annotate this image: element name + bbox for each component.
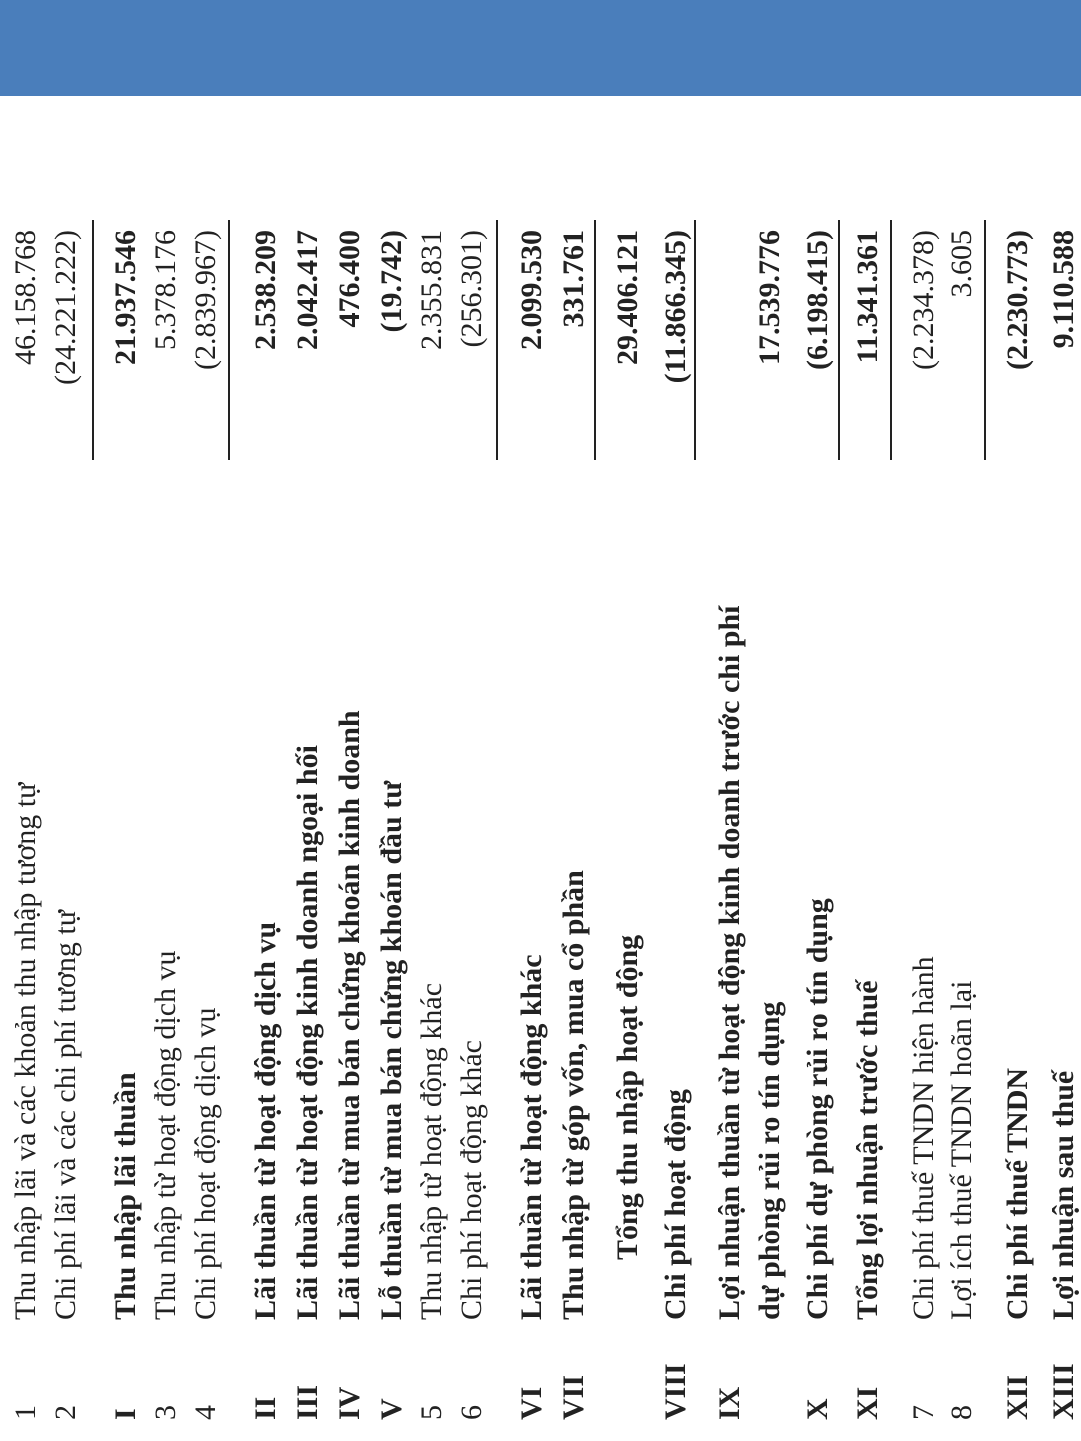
row-code: IX [713,1386,746,1420]
row-code: II [249,1396,282,1420]
statement-row [1000,220,1036,1420]
row-label: Lỗ thuần từ mua bán chứng khoán đầu tư [375,780,408,1320]
row-value: (11.866.345) [659,230,692,384]
row-value: (2.839.967) [189,230,222,370]
statement-row [248,220,284,1420]
statement-row [188,220,224,1420]
subtotal-rule [984,220,986,460]
row-label: Thu nhập lãi thuần [109,1072,142,1320]
row-value: (256.301) [455,230,488,348]
row-value: 2.099.530 [515,230,548,350]
subtotal-rule [496,220,498,460]
statement-row [290,220,326,1420]
row-value: 17.539.776 [753,230,786,365]
row-label: Lợi nhuận thuần từ hoạt động kinh doanh trước chi phí [713,605,746,1320]
statement-row [906,220,942,1420]
row-code: XI [851,1386,884,1420]
statement-row [610,220,646,1420]
row-value: 46.158.768 [9,230,42,365]
row-code: 4 [189,1405,222,1420]
statement-row [800,220,836,1420]
row-label: Thu nhập từ hoạt động dịch vụ [149,950,182,1320]
statement-row [658,220,694,1420]
header-band [0,0,1081,96]
row-value: (2.230.773) [1001,230,1034,370]
row-code: 2 [49,1405,82,1420]
row-label: Tổng thu nhập hoạt động [611,934,644,1260]
subtotal-rule [228,220,230,460]
subtotal-rule [890,220,892,460]
statement-row [8,220,44,1420]
statement-row [108,220,144,1420]
row-code: 3 [149,1405,182,1420]
row-value: 2.042.417 [291,230,324,350]
row-code: VIII [659,1363,692,1420]
row-code: 5 [415,1405,448,1420]
row-label: Chi phí hoạt động [659,1089,692,1320]
row-label: Lãi thuần từ hoạt động kinh doanh ngoại hối [291,745,324,1320]
row-code: 7 [907,1405,940,1420]
subtotal-rule [92,220,94,460]
row-code: V [375,1398,408,1420]
income-statement [0,220,1080,1420]
row-label: Tổng lợi nhuận trước thuế [851,980,884,1320]
row-label: Lãi thuần từ mua bán chứng khoán kinh doanh [333,710,366,1320]
statement-row [414,220,450,1420]
row-value: 21.937.546 [109,230,142,365]
statement-row [514,220,550,1420]
subtotal-rule [694,220,696,460]
row-label-continued: dự phòng rủi ro tín dụng [753,1001,786,1320]
row-label: Thu nhập lãi và các khoản thu nhập tương tự [9,782,42,1320]
row-label: Chi phí hoạt động khác [455,1040,488,1320]
row-code: III [291,1384,324,1420]
row-value: 2.355.831 [415,230,448,350]
row-value: (2.234.378) [907,230,940,370]
row-code: I [109,1408,142,1420]
row-label: Thu nhập từ hoạt động khác [415,982,448,1320]
row-value: (6.198.415) [801,230,834,370]
statement-row [712,220,786,1420]
statement-row [332,220,368,1420]
row-code: IV [333,1386,366,1420]
row-label: Lợi nhuận sau thuế [1047,1070,1080,1320]
row-value: 11.341.361 [851,230,884,364]
statement-row [148,220,184,1420]
row-value: (19.742) [375,230,408,333]
statement-row [944,220,980,1420]
statement-row [850,220,886,1420]
row-value: (24.221.222) [49,230,82,385]
row-label: Lợi ích thuế TNDN hoãn lại [945,980,978,1320]
statement-row [556,220,592,1420]
row-value: 476.400 [333,230,366,328]
statement-row [374,220,410,1420]
row-code: 8 [945,1405,978,1420]
row-label: Chi phí lãi và các chi phí tương tự [49,910,82,1320]
statement-row [48,220,84,1420]
row-code: 6 [455,1405,488,1420]
statement-row [454,220,490,1420]
row-label: Chi phí thuế TNDN [1001,1067,1034,1320]
row-value: 3.605 [945,230,978,298]
row-code: VI [515,1386,548,1420]
row-label: Chi phí hoạt động dịch vụ [189,1007,222,1320]
row-value: 2.538.209 [249,230,282,350]
row-value: 5.378.176 [149,230,182,350]
row-value: 29.406.121 [611,230,644,365]
row-code: 1 [9,1405,42,1420]
row-code: XII [1001,1374,1034,1420]
row-code: VII [557,1374,590,1420]
row-label: Chi phí thuế TNDN hiện hành [907,956,940,1320]
row-code: XIII [1047,1363,1080,1420]
row-code: X [801,1398,834,1420]
subtotal-rule [838,220,840,460]
row-label: Lãi thuần từ hoạt động khác [515,954,548,1320]
row-label: Thu nhập từ góp vốn, mua cổ phần [557,870,590,1320]
row-value: 331.761 [557,230,590,328]
row-label: Chi phí dự phòng rủi ro tín dụng [801,898,834,1320]
row-value: 9.110.588 [1047,230,1080,349]
row-label: Lãi thuần từ hoạt động dịch vụ [249,921,282,1320]
subtotal-rule [594,220,596,460]
statement-row [1046,220,1081,1420]
